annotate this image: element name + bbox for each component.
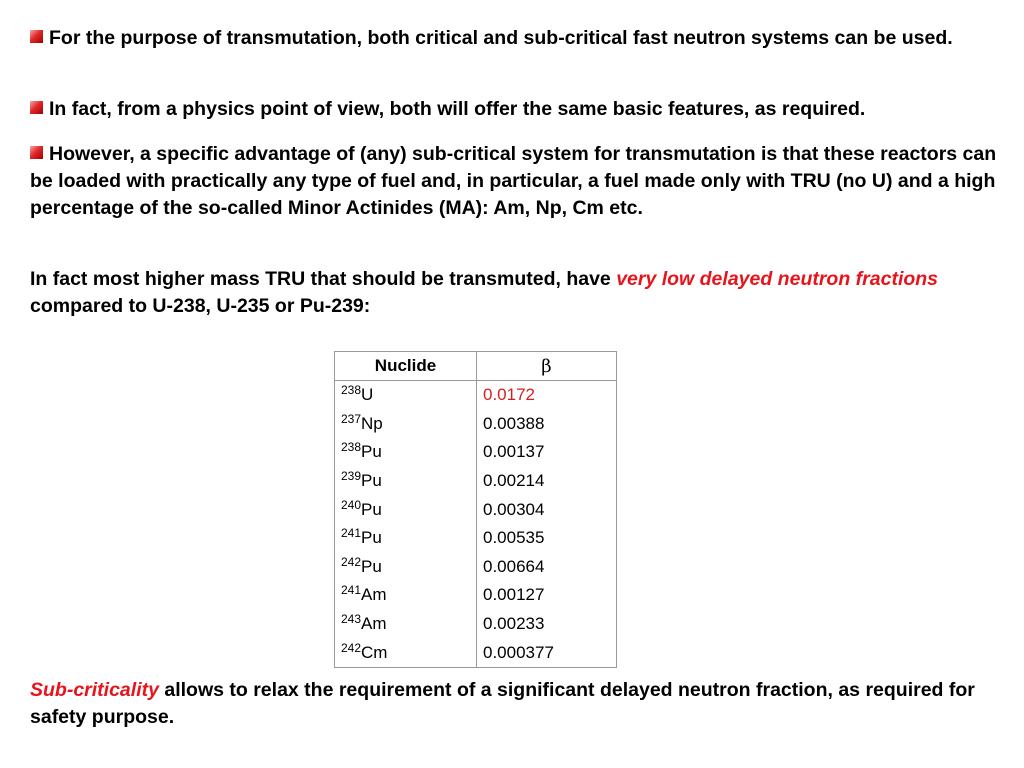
nuclide-cell: [335, 438, 477, 467]
nuclide-cell: [335, 467, 477, 496]
paragraph-text: compared to U-238, U-235 or Pu-239:: [30, 295, 371, 317]
table-row: [335, 495, 617, 524]
mass-number: 240: [341, 497, 362, 512]
paragraph-physics-view: [30, 96, 1015, 123]
paragraph-delayed-neutron: [30, 266, 1015, 320]
table-body: [335, 381, 617, 668]
mass-number: 238: [341, 440, 362, 455]
beta-value-cell: 0.00214: [477, 467, 617, 496]
mass-number: 242: [341, 640, 362, 655]
beta-value-cell: 0.00664: [477, 553, 617, 582]
bullet-icon: [30, 30, 43, 43]
paragraph-specific-advantage: [30, 141, 1015, 222]
table-row: [335, 438, 617, 467]
mass-number: 243: [341, 612, 362, 627]
beta-value-cell: 0.0172: [477, 381, 617, 410]
mass-number: 241: [341, 526, 362, 541]
element-symbol: Pu: [361, 499, 382, 519]
mass-number: 242: [341, 554, 362, 569]
table-row: [335, 467, 617, 496]
table-row: [335, 553, 617, 582]
beta-symbol: β: [541, 355, 552, 377]
beta-value-cell: 0.00233: [477, 610, 617, 639]
element-symbol: U: [361, 385, 374, 405]
column-header-beta: [477, 352, 617, 381]
nuclide-cell: [335, 638, 477, 667]
paragraph-text: However, a specific advantage of (any) sub-critical system for transmutation is that these reactors can be loaded with practically any type of fuel and, in particular, a fuel made only with TRU (no U) and a high percentage of the so-called Minor Actinides (MA): Am, Np, Cm etc.: [30, 143, 997, 219]
paragraph-subcriticality: [30, 677, 1015, 731]
bullet-icon: [30, 146, 43, 159]
paragraph-text: In fact, from a physics point of view, both will offer the same basic features, as required.: [49, 98, 866, 120]
element-symbol: Am: [361, 614, 387, 634]
element-symbol: Pu: [361, 528, 382, 548]
element-symbol: Np: [361, 413, 383, 433]
table-row: [335, 410, 617, 439]
paragraph-text: For the purpose of transmutation, both critical and sub-critical fast neutron systems can be used.: [49, 27, 953, 49]
emphasis-text: very low delayed neutron fractions: [616, 268, 939, 290]
beta-value-cell: 0.00127: [477, 581, 617, 610]
table-row: [335, 524, 617, 553]
column-header-nuclide: Nuclide: [335, 352, 477, 381]
paragraph-critical-subcritical: [30, 25, 1015, 52]
beta-value-cell: 0.000377: [477, 638, 617, 667]
mass-number: 239: [341, 469, 362, 484]
mass-number: 237: [341, 411, 362, 426]
element-symbol: Am: [361, 585, 387, 605]
nuclide-cell: [335, 381, 477, 410]
table-row: [335, 610, 617, 639]
beta-value-cell: 0.00304: [477, 495, 617, 524]
nuclide-cell: [335, 610, 477, 639]
bullet-icon: [30, 101, 43, 114]
delayed-neutron-table: [334, 351, 617, 668]
beta-value-cell: 0.00388: [477, 410, 617, 439]
table-row: [335, 581, 617, 610]
beta-value-cell: 0.00137: [477, 438, 617, 467]
mass-number: 241: [341, 583, 362, 598]
table-header-row: [335, 352, 617, 381]
element-symbol: Pu: [361, 556, 382, 576]
mass-number: 238: [341, 383, 362, 398]
nuclide-cell: [335, 495, 477, 524]
element-symbol: Pu: [361, 442, 382, 462]
element-symbol: Cm: [361, 642, 388, 662]
nuclide-cell: [335, 581, 477, 610]
nuclide-cell: [335, 524, 477, 553]
emphasis-text: Sub-criticality: [30, 679, 159, 701]
nuclide-cell: [335, 553, 477, 582]
beta-value-cell: 0.00535: [477, 524, 617, 553]
nuclide-cell: [335, 410, 477, 439]
paragraph-text: In fact most higher mass TRU that should be transmuted, have: [30, 268, 617, 290]
table-row: [335, 381, 617, 410]
paragraph-text: allows to relax the requirement of a significant delayed neutron fraction, as required for safety purpose.: [30, 679, 975, 728]
element-symbol: Pu: [361, 471, 382, 491]
table-row: [335, 638, 617, 667]
